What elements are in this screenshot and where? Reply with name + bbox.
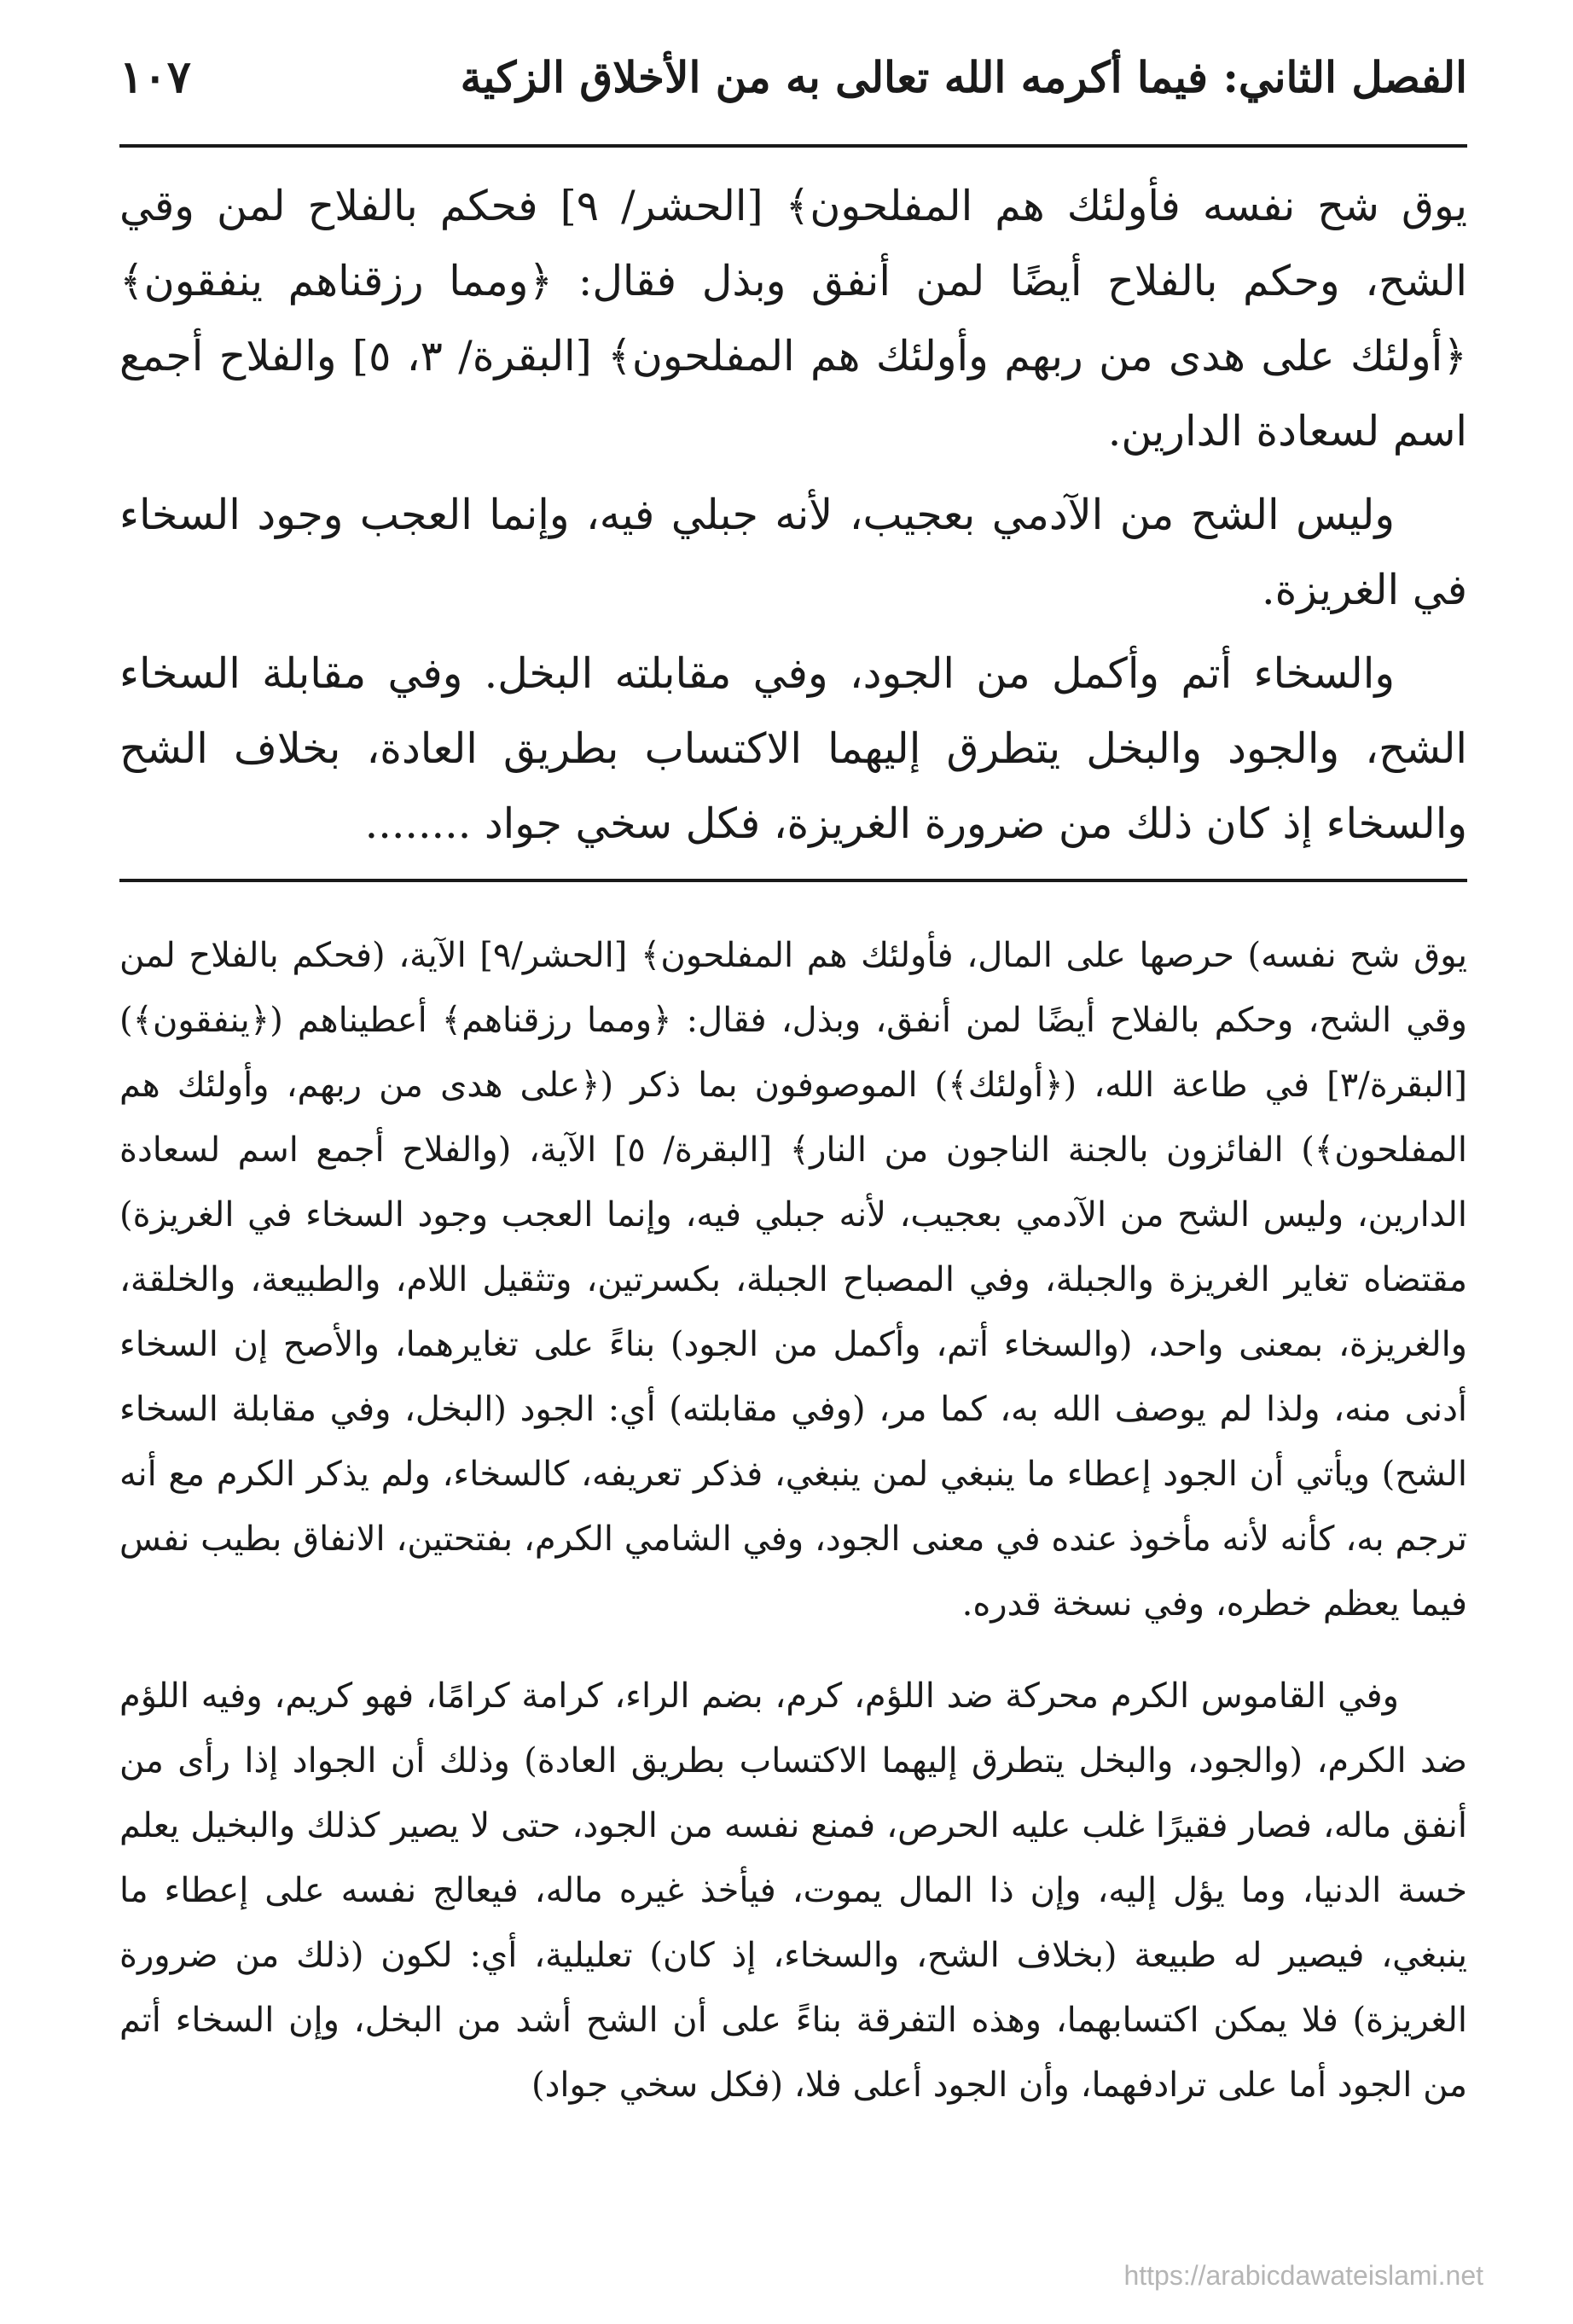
main-paragraph: والسخاء أتم وأكمل من الجود، وفي مقابلته البخل. وفي مقابلة السخاء الشح، والجود والبخل يتطرق إليهما الاكتساب بطريق العادة، بخلاف الشح والسخاء إذ كان ذلك من ضرورة الغريزة، فكل سخي جواد ........ <box>119 649 1467 848</box>
commentary-paragraph: وفي القاموس الكرم محركة ضد اللؤم، كرم، بضم الراء، كرامة كرامًا، فهو كريم، وفيه اللؤم ضد الكرم، (والجود، والبخل يتطرق إليهما الاكتساب بطريق العادة) وذلك أن الجواد إذا رأى من أنفق ماله، فصار فقيرًا غلب عليه الحرص، فمنع نفسه من الجود، حتى لا يصير كذلك والبخيل يعلم خسة الدنيا، وما يؤل إليه، وإن ذا المال يموت، فيأخذ غيره ماله، فيعالج نفسه على إعطاء ما ينبغي، فيصير له طبيعة (بخلاف الشح، والسخاء، إذ كان) تعليلية، أي: لكون (ذلك من ضرورة الغريزة) فلا يمكن اكتسابهما، وهذه التفرقة بناءً على أن الشح أشد من البخل، وإن السخاء أتم من الجود أما على ترادفهما، وأن الجود أعلى فلا، (فكل سخي جواد) <box>119 1676 1467 2105</box>
commentary-text <box>119 923 1467 2118</box>
commentary-divider <box>119 879 1467 882</box>
main-paragraph: وليس الشح من الآدمي بعجيب، لأنه جبلي فيه، وإنما العجب وجود السخاء في الغريزة. <box>119 491 1467 614</box>
running-header <box>119 51 1467 141</box>
page-number: ١٠٧ <box>119 51 191 103</box>
main-text <box>119 169 1467 862</box>
commentary-paragraph: يوق شح نفسه) حرصها على المال، فأولئك هم المفلحون﴾ [الحشر/٩] الآية، (فحكم بالفلاح لمن وقي الشح، وحكم بالفلاح أيضًا لمن أنفق، وبذل، فقال: ﴿ومما رزقناهم﴾ أعطيناهم (﴿ينفقون﴾) [البقرة/٣] في طاعة الله، (﴿أولئك﴾) الموصوفون بما ذكر (﴿على هدى من ربهم، وأولئك هم المفلحون﴾) الفائزون بالجنة الناجون من النار﴾ [البقرة/ ٥] الآية، (والفلاح أجمع اسم لسعادة الدارين، وليس الشح من الآدمي بعجيب، لأنه جبلي فيه، وإنما العجب وجود السخاء في الغريزة) مقتضاه تغاير الغريزة والجبلة، وفي المصباح الجبلة، بكسرتين، وتثقيل اللام، والطبيعة، والخلقة، والغريزة، بمعنى واحد، (والسخاء أتم، وأكمل من الجود) بناءً على تغايرهما، والأصح إن السخاء أدنى منه، ولذا لم يوصف الله به، كما مر، (وفي مقابلته) أي: الجود (البخل، وفي مقابلة السخاء الشح) ويأتي أن الجود إعطاء ما ينبغي لمن ينبغي، فذكر تعريفه، كالسخاء، ولم يذكر الكرم مع أنه ترجم به، كأنه لأنه مأخوذ عنده في معنى الجود، وفي الشامي الكرم، بفتحتين، الانفاق بطيب نفس فيما يعظم خطره، وفي نسخة قدره. <box>119 936 1468 1624</box>
chapter-title: الفصل الثاني: فيما أكرمه الله تعالى به من الأخلاق الزكية <box>460 52 1467 102</box>
book-page <box>119 51 1467 2286</box>
header-divider <box>119 144 1467 148</box>
main-paragraph: يوق شح نفسه فأولئك هم المفلحون﴾ [الحشر/ ٩] فحكم بالفلاح لمن وقي الشح، وحكم بالفلاح أيضًا لمن أنفق وبذل فقال: ﴿ومما رزقناهم ينفقون﴾ ﴿أولئك على هدى من ربهم وأولئك هم المفلحون﴾ [البقرة/ ٣، ٥] والفلاح أجمع اسم لسعادة الدارين. <box>119 182 1468 456</box>
source-watermark: https://arabicdawateislami.net <box>1123 2260 1483 2291</box>
